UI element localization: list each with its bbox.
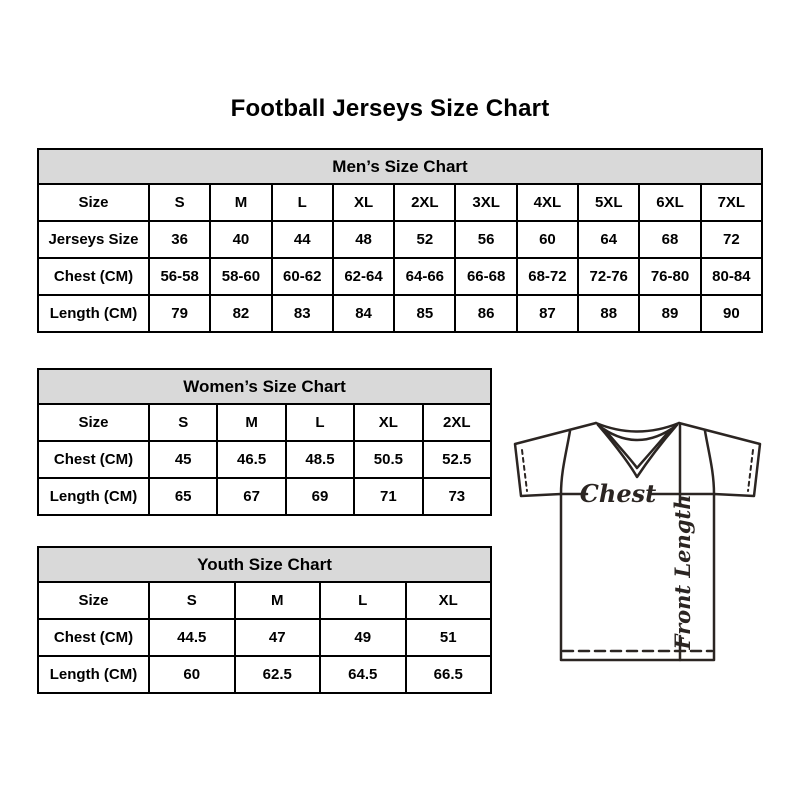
row-label: Length (CM) <box>38 295 149 332</box>
value-cell: L <box>286 404 354 441</box>
value-cell: 69 <box>286 478 354 515</box>
value-cell: S <box>149 404 217 441</box>
value-cell: 48.5 <box>286 441 354 478</box>
youth-table <box>37 546 492 694</box>
value-cell: 44 <box>272 221 333 258</box>
value-cell: L <box>320 582 406 619</box>
value-cell: XL <box>406 582 492 619</box>
row-label: Chest (CM) <box>38 258 149 295</box>
table-row <box>38 184 762 221</box>
value-cell: 62.5 <box>235 656 321 693</box>
womens-table <box>37 368 492 516</box>
table-row <box>38 582 491 619</box>
value-cell: 52 <box>394 221 455 258</box>
value-cell: 90 <box>701 295 762 332</box>
row-label: Size <box>38 184 149 221</box>
youth-table-title: Youth Size Chart <box>38 547 491 582</box>
value-cell: 64 <box>578 221 639 258</box>
value-cell: 73 <box>423 478 491 515</box>
row-label: Length (CM) <box>38 478 149 515</box>
value-cell: 46.5 <box>217 441 285 478</box>
value-cell: 84 <box>333 295 394 332</box>
value-cell: 3XL <box>455 184 516 221</box>
value-cell: 83 <box>272 295 333 332</box>
row-label: Size <box>38 404 149 441</box>
value-cell: 44.5 <box>149 619 235 656</box>
value-cell: 7XL <box>701 184 762 221</box>
value-cell: XL <box>333 184 394 221</box>
value-cell: 88 <box>578 295 639 332</box>
value-cell: 60 <box>149 656 235 693</box>
value-cell: 82 <box>210 295 271 332</box>
mens-table-title: Men’s Size Chart <box>38 149 762 184</box>
value-cell: 50.5 <box>354 441 422 478</box>
table-row <box>38 404 491 441</box>
value-cell: 48 <box>333 221 394 258</box>
value-cell: 36 <box>149 221 210 258</box>
value-cell: 60-62 <box>272 258 333 295</box>
mens-size-table <box>37 148 763 333</box>
page-title: Football Jerseys Size Chart <box>230 95 550 122</box>
value-cell: 68 <box>639 221 700 258</box>
table-row <box>38 221 762 258</box>
value-cell: 5XL <box>578 184 639 221</box>
value-cell: 79 <box>149 295 210 332</box>
row-label: Length (CM) <box>38 656 149 693</box>
value-cell: 72-76 <box>578 258 639 295</box>
table-row <box>38 656 491 693</box>
value-cell: M <box>210 184 271 221</box>
value-cell: L <box>272 184 333 221</box>
womens-size-table <box>37 368 492 516</box>
mens-table <box>37 148 763 333</box>
womens-table-title: Women’s Size Chart <box>38 369 491 404</box>
value-cell: 40 <box>210 221 271 258</box>
value-cell: 6XL <box>639 184 700 221</box>
jersey-measurement-diagram <box>505 405 775 675</box>
value-cell: 56 <box>455 221 516 258</box>
youth-size-table <box>37 546 492 694</box>
chest-measure-label: Chest <box>579 479 657 508</box>
table-row <box>38 619 491 656</box>
value-cell: 72 <box>701 221 762 258</box>
value-cell: 64-66 <box>394 258 455 295</box>
table-row <box>38 295 762 332</box>
value-cell: 47 <box>235 619 321 656</box>
value-cell: S <box>149 582 235 619</box>
value-cell: 60 <box>517 221 578 258</box>
value-cell: 2XL <box>423 404 491 441</box>
value-cell: 56-58 <box>149 258 210 295</box>
table-row <box>38 441 491 478</box>
table-row <box>38 258 762 295</box>
jersey-outline-icon <box>515 423 760 660</box>
value-cell: 62-64 <box>333 258 394 295</box>
value-cell: M <box>235 582 321 619</box>
value-cell: S <box>149 184 210 221</box>
value-cell: 52.5 <box>423 441 491 478</box>
value-cell: 45 <box>149 441 217 478</box>
value-cell: 4XL <box>517 184 578 221</box>
value-cell: M <box>217 404 285 441</box>
value-cell: 49 <box>320 619 406 656</box>
value-cell: 68-72 <box>517 258 578 295</box>
value-cell: 66-68 <box>455 258 516 295</box>
value-cell: XL <box>354 404 422 441</box>
value-cell: 67 <box>217 478 285 515</box>
table-row <box>38 478 491 515</box>
value-cell: 51 <box>406 619 492 656</box>
value-cell: 76-80 <box>639 258 700 295</box>
row-label: Chest (CM) <box>38 619 149 656</box>
value-cell: 87 <box>517 295 578 332</box>
value-cell: 71 <box>354 478 422 515</box>
value-cell: 2XL <box>394 184 455 221</box>
value-cell: 64.5 <box>320 656 406 693</box>
row-label: Size <box>38 582 149 619</box>
row-label: Jerseys Size <box>38 221 149 258</box>
value-cell: 65 <box>149 478 217 515</box>
value-cell: 58-60 <box>210 258 271 295</box>
value-cell: 66.5 <box>406 656 492 693</box>
value-cell: 89 <box>639 295 700 332</box>
row-label: Chest (CM) <box>38 441 149 478</box>
value-cell: 86 <box>455 295 516 332</box>
value-cell: 85 <box>394 295 455 332</box>
value-cell: 80-84 <box>701 258 762 295</box>
front-length-measure-label: Front Length <box>670 494 695 650</box>
